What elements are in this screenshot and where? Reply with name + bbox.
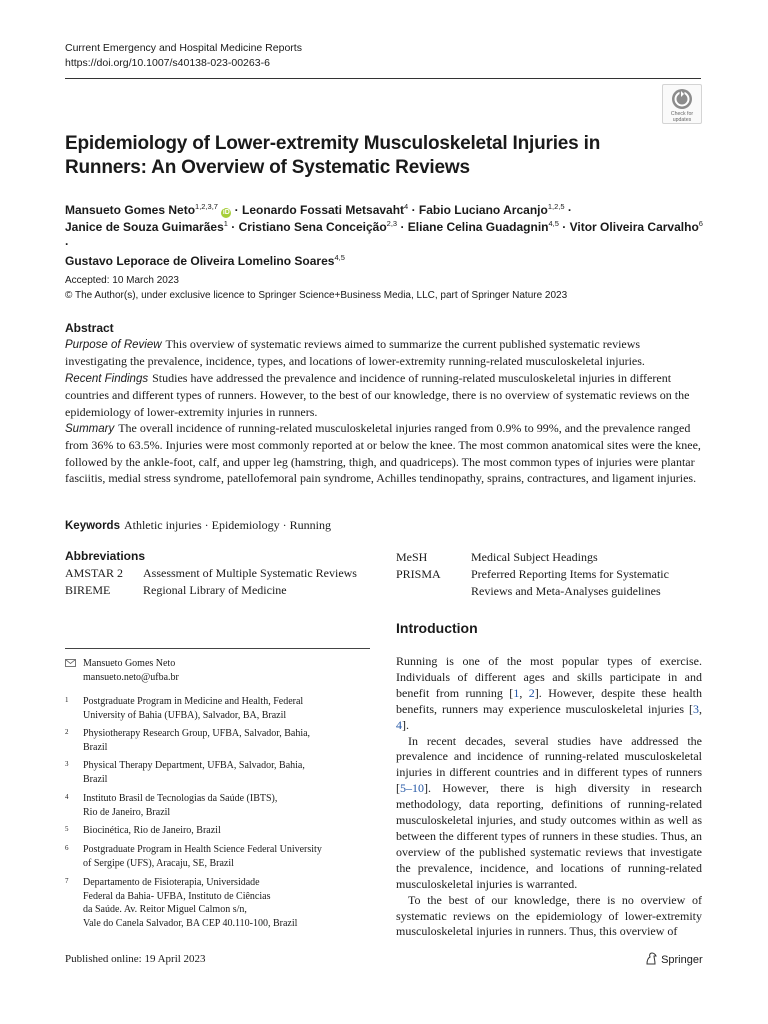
doi-link[interactable]: https://doi.org/10.1007/s40138-023-00263-6 bbox=[65, 57, 270, 69]
published-date: Published online: 19 April 2023 bbox=[65, 953, 206, 965]
author-list: Mansueto Gomes Neto$^{1,2,3,7}$ iD · Leonardo Fossati Metsavaht$^4$ · Fabio Luciano Arcanjo$^{1,2,5}$ · Janice de Souza Guimarães$^1$ · Cristiano Sena Conceição$^{2,3}$ · Eliane Celina Guadagnin$^{4,5}$ · Vitor Oliveira Carvalho$^6$ · Gustavo Leporace de Oliveira Lomelino Soares$^{4,5}$ bbox=[65, 202, 703, 268]
introduction-heading: Introduction bbox=[396, 620, 478, 636]
abbreviation-definition: Medical Subject Headings bbox=[471, 550, 598, 564]
keywords-label: Keywords bbox=[65, 520, 120, 532]
abstract-body bbox=[65, 336, 703, 487]
citation-link[interactable]: 1 bbox=[513, 685, 520, 700]
abbreviation-definition: Preferred Reporting Items for Systematic bbox=[471, 567, 669, 581]
abbreviation-definition: Regional Library of Medicine bbox=[143, 583, 287, 597]
author-name[interactable]: Vitor Oliveira Carvalho bbox=[569, 220, 699, 234]
author-name[interactable]: Mansueto Gomes Neto bbox=[65, 203, 196, 217]
orcid-icon[interactable]: iD bbox=[222, 209, 230, 216]
envelope-icon bbox=[65, 659, 76, 667]
header-rule bbox=[65, 78, 701, 79]
abbreviation-row bbox=[65, 565, 357, 582]
publisher-logo[interactable] bbox=[645, 952, 703, 966]
correspondence-footnote bbox=[65, 657, 375, 685]
check-for-updates-label: Check for updates bbox=[670, 111, 694, 123]
abbreviations-heading: Abbreviations bbox=[65, 549, 146, 563]
abbreviation-term: BIREME bbox=[65, 583, 111, 597]
affiliation-ref: 6 bbox=[698, 219, 703, 228]
citation-link[interactable]: 5–10 bbox=[400, 781, 424, 796]
keywords-list: Athletic injuries · Epidemiology · Running bbox=[123, 518, 331, 532]
copyright-notice: © The Author(s), under exclusive licence to Springer Science+Business Media, LLC, part of Springer Nature 2023 bbox=[65, 290, 568, 301]
check-for-updates-badge[interactable] bbox=[662, 84, 702, 124]
correspondence-name: Mansueto Gomes Neto bbox=[83, 658, 176, 669]
author-name[interactable]: Eliane Celina Guadagnin bbox=[407, 220, 549, 234]
citation-link[interactable]: 3 bbox=[693, 701, 699, 716]
abbreviation-row bbox=[65, 582, 287, 599]
abstract-purpose: Purpose of Review This overview of systematic reviews aimed to summarize the current published systematic reviews investigating the prevalence, incidence, types, and locations of lower-extremity running-related musculoskeletal injuries. bbox=[65, 337, 645, 369]
author-name[interactable]: Janice de Souza Guimarães bbox=[65, 220, 224, 234]
journal-name: Current Emergency and Hospital Medicine Reports bbox=[65, 42, 302, 54]
affiliation-ref: 1,2,3,7 bbox=[195, 202, 218, 211]
findings-label: Recent Findings bbox=[65, 372, 149, 385]
introduction-body bbox=[396, 654, 702, 940]
journal-header bbox=[65, 41, 302, 71]
abbreviation-term: PRISMA bbox=[396, 567, 441, 581]
author-name[interactable]: Cristiano Sena Conceição bbox=[238, 220, 387, 234]
accepted-date: Accepted: 10 March 2023 bbox=[65, 275, 179, 286]
abbreviation-definition: Assessment of Multiple Systematic Reviews bbox=[143, 566, 357, 580]
check-for-updates-icon bbox=[671, 88, 693, 110]
affiliation-ref: 1 bbox=[223, 219, 228, 228]
purpose-label: Purpose of Review bbox=[65, 339, 162, 351]
abbreviation-term: AMSTAR 2 bbox=[65, 566, 124, 580]
intro-paragraph: Running is one of the most popular types of exercise. Individuals of different ages and skills participate in and benefit from running [1, 2]. However, despite these health benefits, runners may experience musculoskeletal injuries [3, 4]. bbox=[396, 654, 703, 732]
summary-label: Summary bbox=[65, 423, 115, 436]
affiliation-ref: 4 bbox=[404, 202, 409, 211]
abbreviation-row bbox=[396, 549, 598, 566]
article-meta bbox=[65, 273, 567, 303]
abbreviation-definition: Reviews and Meta-Analyses guidelines bbox=[471, 583, 661, 598]
affiliation-ref: 4,5 bbox=[548, 219, 559, 228]
publisher-name: Springer bbox=[661, 954, 703, 966]
author-name[interactable]: Gustavo Leporace de Oliveira Lomelino Soares bbox=[65, 254, 335, 268]
affiliation-ref: 1,2,5 bbox=[547, 202, 565, 211]
citation-link[interactable]: 2 bbox=[528, 685, 535, 700]
abbreviation-term: MeSH bbox=[396, 550, 428, 564]
citation-link[interactable]: 4 bbox=[396, 717, 402, 732]
springer-horse-icon bbox=[645, 952, 658, 965]
abstract-summary: Summary The overall incidence of running-related musculoskeletal injuries ranged from 0.9% to 99%, and the prevalence ranged from 36% to 63.5%. Injuries were most commonly reported at or below the knee. The most common anatomical sites were the knee, followed by the ankle-foot, calf, and upper leg (hamstring, thigh, and quadriceps). The most common types of injuries were plantar fasciitis, medial stress syndrome, patellofemoral pain syndrome, Achilles tendinopathy, sprains, contractures, and ligament injuries. bbox=[65, 421, 701, 486]
author-name[interactable]: Fabio Luciano Arcanjo bbox=[418, 203, 548, 217]
intro-paragraph: To the best of our knowledge, there is no overview of systematic reviews on the epidemiology of lower-extremity musculoskeletal injuries in runners. Thus, this overview of bbox=[396, 892, 702, 939]
author-name[interactable]: Leonardo Fossati Metsavaht bbox=[242, 203, 405, 217]
correspondence-email[interactable]: mansueto.neto@ufba.br bbox=[83, 671, 179, 683]
abstract-heading: Abstract bbox=[65, 321, 114, 335]
abbreviation-row bbox=[396, 566, 669, 598]
footnote-rule bbox=[65, 648, 370, 649]
keywords bbox=[65, 517, 331, 534]
abstract-findings: Recent Findings Studies have addressed the prevalence and incidence of running-related musculoskeletal injuries in different countries and different types of runners. However, to the best of our knowledge, there is no overview of systematic reviews on the epidemiology of lower-extremity injuries in runners. bbox=[65, 370, 690, 419]
affiliation-ref: 4,5 bbox=[334, 253, 345, 262]
article-title: Epidemiology of Lower-extremity Musculoskeletal Injuries in Runners: An Overview of Systematic Reviews bbox=[65, 133, 601, 178]
affiliation-ref: 2,3 bbox=[386, 219, 398, 228]
intro-paragraph: In recent decades, several studies have addressed the prevalence and incidence of running-related musculoskeletal injuries in different countries and in different types of runners [5–10]. However, there is high diversity in research methodology, data reporting, definitions of running-related musculoskeletal injuries, and study outcomes within as well as between the different types of runners in these studies. Thus, an overview of the published systematic reviews that investigate the prevalence, incidence, and locations of running-related musculoskeletal injuries is warranted. bbox=[396, 733, 702, 891]
